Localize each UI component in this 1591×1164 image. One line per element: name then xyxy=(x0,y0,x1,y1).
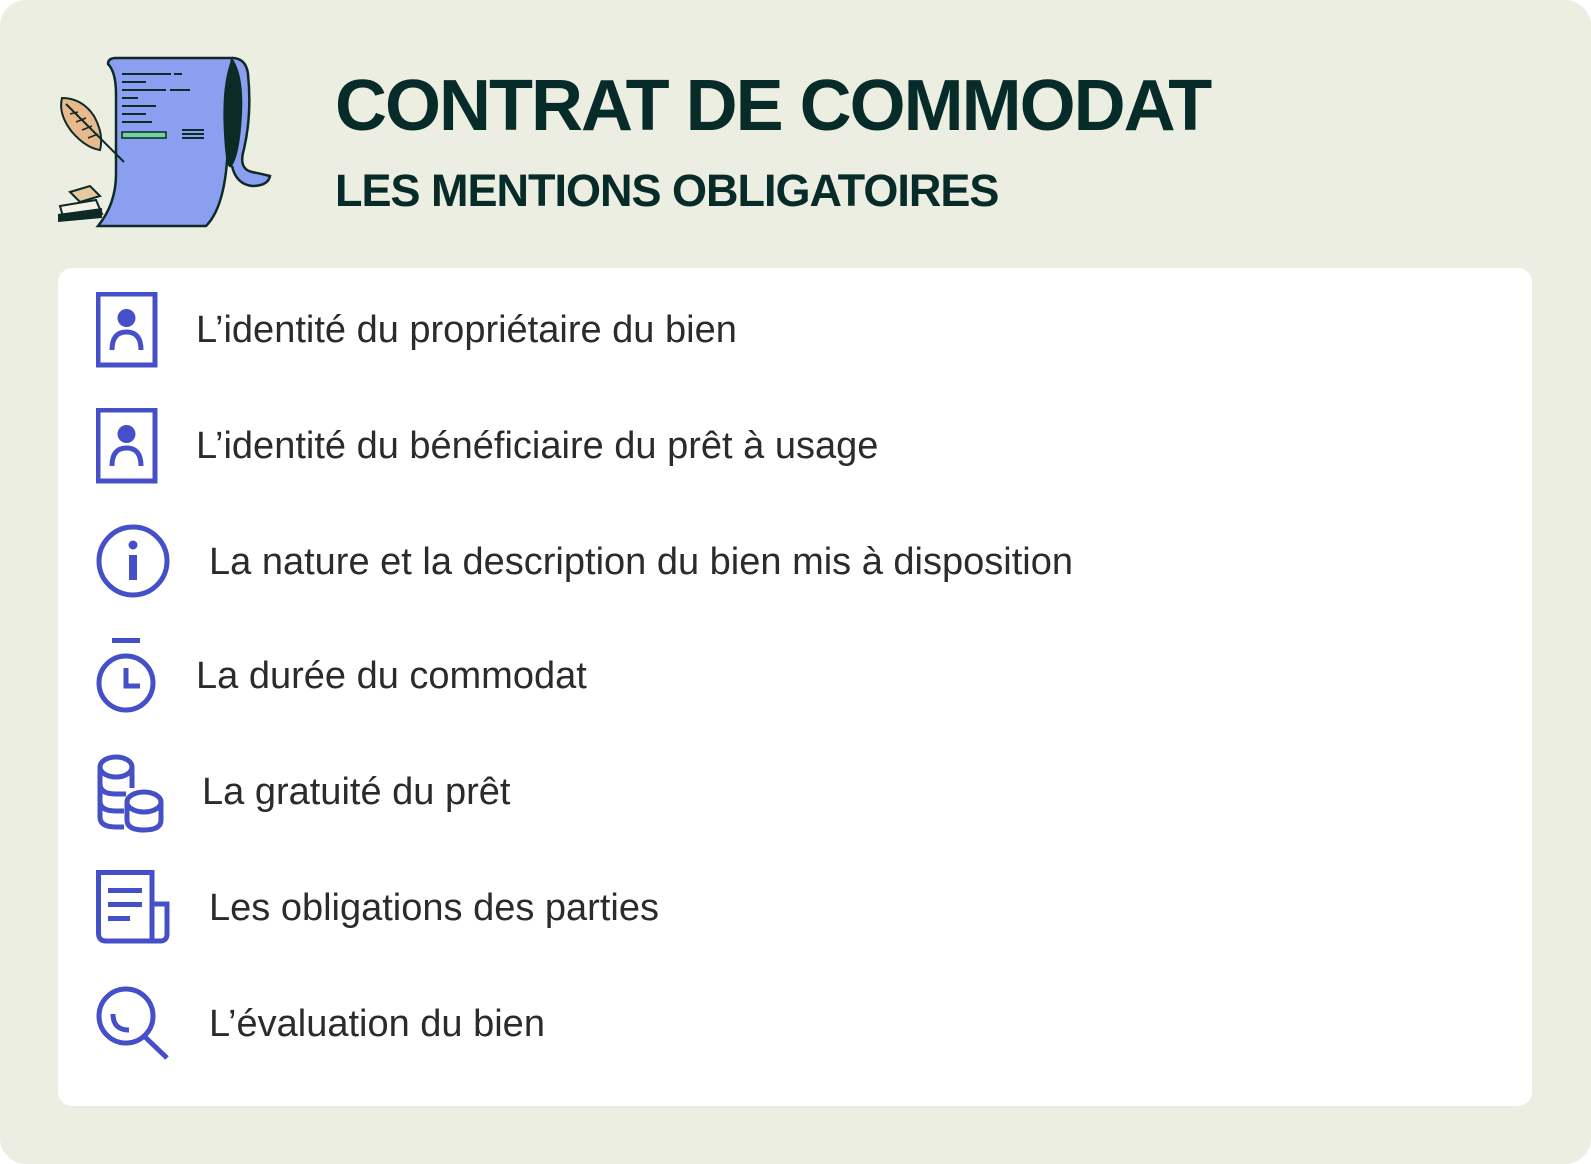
list-item-evaluation xyxy=(96,986,1496,1086)
list-item-label: L’évaluation du bien xyxy=(209,1003,545,1045)
coins-icon xyxy=(96,754,178,836)
list-item-label: Les obligations des parties xyxy=(209,887,659,929)
mentions-list xyxy=(58,268,1532,1106)
document-icon xyxy=(96,870,178,952)
id-card-icon xyxy=(96,292,178,374)
contract-scroll-quill-icon xyxy=(56,54,276,234)
list-item-proprietaire xyxy=(96,292,1496,392)
list-item-obligations xyxy=(96,870,1496,970)
info-icon xyxy=(96,524,178,606)
page-subtitle: LES MENTIONS OBLIGATOIRES xyxy=(335,165,999,216)
search-icon xyxy=(96,986,178,1068)
list-item-label: La gratuité du prêt xyxy=(202,771,511,813)
list-item-gratuite xyxy=(96,754,1496,854)
timer-icon xyxy=(96,638,178,720)
list-item-label: La durée du commodat xyxy=(196,655,587,697)
list-item-beneficiaire xyxy=(96,408,1496,508)
page-title: CONTRAT DE COMMODAT xyxy=(335,66,1211,146)
list-item-label: La nature et la description du bien mis à disposition xyxy=(209,541,1073,583)
list-item-label: L’identité du bénéficiaire du prêt à usage xyxy=(196,425,879,467)
list-item-duree xyxy=(96,638,1496,738)
list-item-nature-description xyxy=(96,524,1496,624)
id-card-icon xyxy=(96,408,178,490)
list-item-label: L’identité du propriétaire du bien xyxy=(196,309,737,351)
